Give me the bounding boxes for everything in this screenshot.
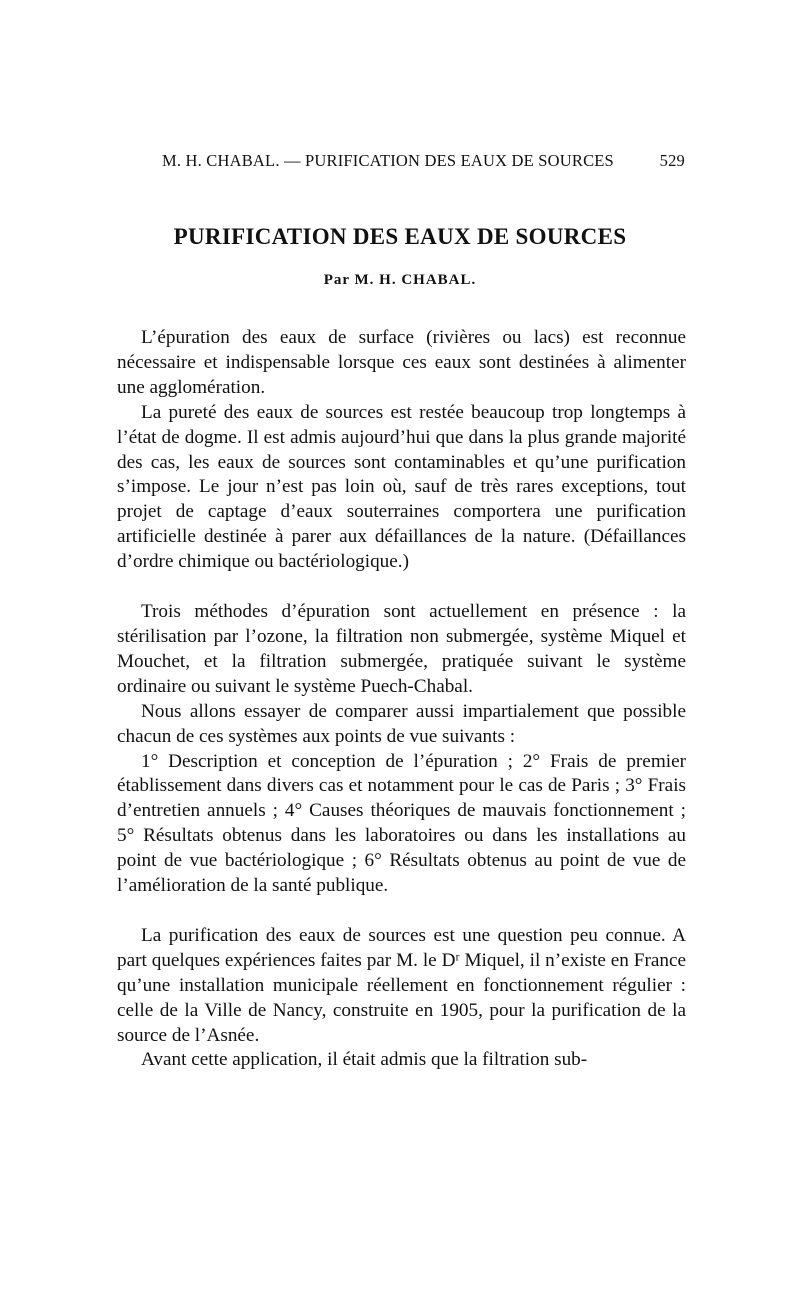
article-body [117,326,686,1073]
running-head-text: M. H. CHABAL. — PURIFICATION DES EAUX DE SOURCES [162,151,614,170]
paragraph-nancy: La purification des eaux de sources est une question peu connue. A part quelques expériences faites par M. le Dʳ Miquel, il n’existe en France qu’une installation municipale réellement en fonctionnement régulier : celle de la Ville de Nancy, construite en 1905, pour la purification de la source de l’Asnée. [117,924,686,1046]
paragraph-criteria-list: 1° Description et conception de l’épuration ; 2° Frais de premier établissement dans divers cas et notamment pour le cas de Paris ; 3° Frais d’entretien annuels ; 4° Causes théoriques de mauvais fonctionnement ; 5° Résultats obtenus dans les laboratoires ou dans les installations au point de vue bactériologique ; 6° Résultats obtenus au point de vue de l’amélioration de la santé publique. [117,750,686,897]
paragraph-continuation: Avant cette application, il était admis que la filtration sub- [141,1049,588,1071]
paragraph-methods: Trois méthodes d’épuration sont actuellement en présence : la stérilisation par l’ozone, la filtration non submergée, système Miquel et Mouchet, et la filtration submergée, pratiquée suivant le système ordinaire ou suivant le système Puech-Chabal. [117,601,686,697]
author-byline: Par M. H. CHABAL. [323,272,477,288]
paragraph-purity: La pureté des eaux de sources est restée beaucoup trop longtemps à l’état de dogme. Il est admis aujourd’hui que dans la plus grande majorité des cas, les eaux de sources sont contaminables et qu’une purification s’impose. Le jour n’est pas loin où, sauf de très rares exceptions, tout projet de captage d’eaux souterraines comportera une purification artificielle destinée à parer aux défaillances de la nature. (Défaillances d’ordre chimique ou bactériologique.) [117,401,686,573]
article-title: PURIFICATION DES EAUX DE SOURCES [173,224,627,249]
running-head [162,151,685,177]
paragraph-comparison: Nous allons essayer de comparer aussi impartialement que possible chacun de ces systèmes aux points de vue suivants : [117,700,686,747]
page-number: 529 [659,151,685,170]
paragraph-intro: L’épuration des eaux de surface (rivières ou lacs) est reconnue nécessaire et indispensable lorsque ces eaux sont destinées à alimenter une agglomération. [117,327,686,398]
